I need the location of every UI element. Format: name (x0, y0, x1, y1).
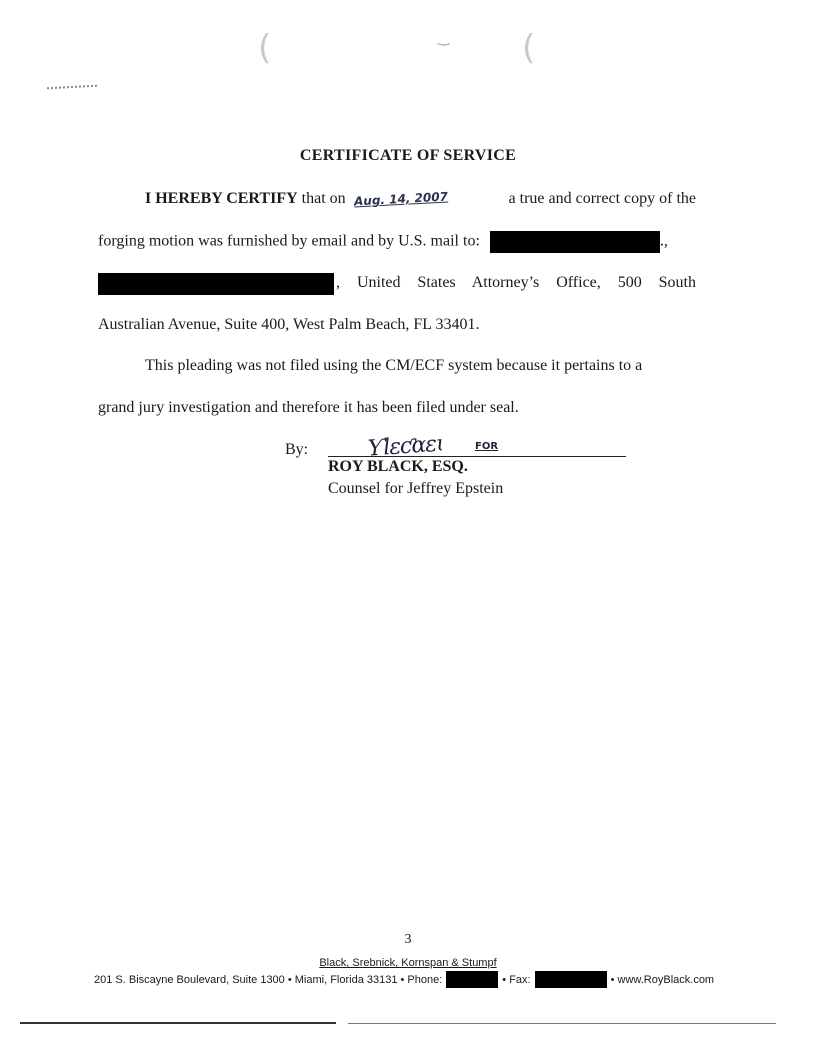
mail-line (98, 231, 696, 253)
handwritten-signature: Ƴlɛƈɑɛɩ (367, 431, 445, 462)
office-line-text: , United States Attorney’s Office, 500 South (336, 274, 696, 291)
redaction-box (446, 971, 498, 988)
footer-website: • www.RoyBlack.com (610, 973, 715, 986)
handwritten-for: FOR (475, 441, 499, 452)
handwritten-date: Aug. 14, 2007 (353, 189, 448, 209)
certify-line (145, 189, 696, 209)
footer-address-text: 201 S. Biscayne Boulevard, Suite 1300 • Miami, Florida 33131 • Phone: (94, 973, 443, 986)
scan-artifact-mark: ( (258, 28, 272, 68)
signature-by-label: By: (285, 441, 309, 458)
signer-title: Counsel for Jeffrey Epstein (328, 480, 504, 497)
certify-suffix: a true and correct copy of the (508, 190, 696, 207)
redaction-box (98, 273, 334, 295)
footer-rule (20, 1022, 336, 1024)
page-number: 3 (404, 932, 412, 947)
certify-prefix: that on (301, 190, 346, 207)
pleading-line-2: grand jury investigation and therefore it has been filed under seal. (98, 399, 519, 416)
scan-artifact-mark: ‿ (438, 30, 450, 46)
firm-name: Black, Srebnick, Kornspan & Stumpf (319, 957, 497, 969)
address-line: Australian Avenue, Suite 400, West Palm Beach, FL 33401. (98, 316, 480, 333)
signature-line (328, 456, 626, 457)
certify-bold: I HEREBY CERTIFY (145, 190, 298, 207)
footer-address (94, 971, 724, 988)
redaction-box (535, 971, 607, 988)
office-line (98, 273, 696, 295)
pleading-line-1: This pleading was not filed using the CM/ECF system because it pertains to a (145, 357, 643, 374)
footer-rule (348, 1023, 776, 1024)
scan-artifact-mark: ( (522, 28, 536, 68)
signer-name: ROY BLACK, ESQ. (328, 458, 468, 475)
footer-fax-label: • Fax: (502, 973, 531, 986)
scan-artifact-scribble (47, 85, 97, 90)
page-title: CERTIFICATE OF SERVICE (299, 147, 517, 164)
mail-line-text: forging motion was furnished by email and by U.S. mail to: (98, 232, 480, 250)
redaction-box (490, 231, 660, 253)
mail-line-end: ., (659, 232, 668, 250)
